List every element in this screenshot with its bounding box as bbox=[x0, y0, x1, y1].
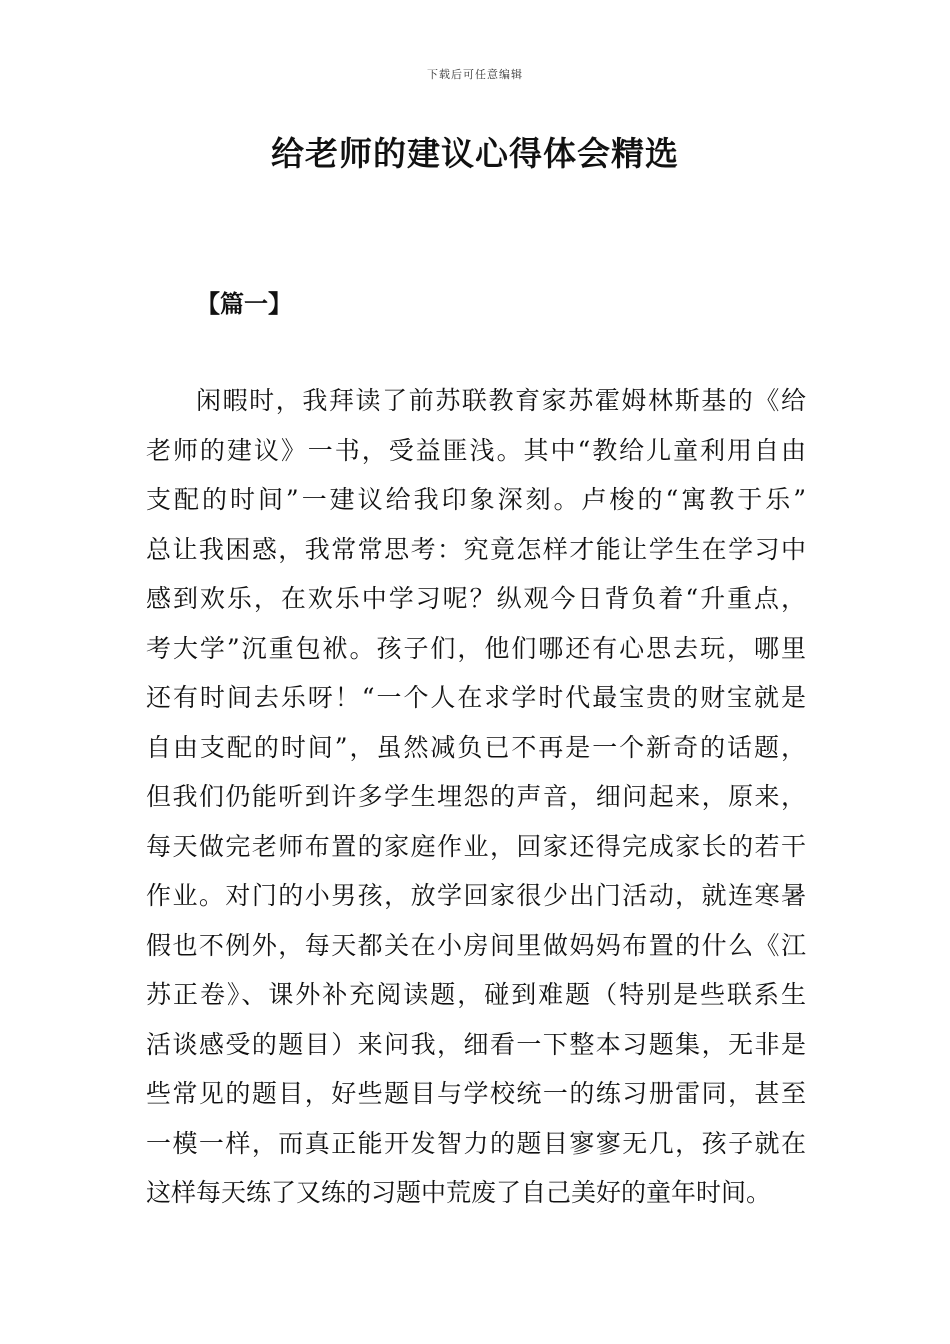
paragraph-line: 支配的时间”一建议给我印象深刻。卢梭的“寓教于乐” bbox=[146, 485, 806, 514]
paragraph-line: 考大学”沉重包袱。孩子们，他们哪还有心思去玩，哪里 bbox=[146, 633, 806, 663]
header-note: 下载后可任意编辑 bbox=[427, 68, 523, 81]
paragraph-line: 些常见的题目，好些题目与学校统一的练习册雷同，甚至 bbox=[146, 1079, 806, 1108]
paragraph-line: 苏正卷》、课外补充阅读题，碰到难题（特别是些联系生 bbox=[146, 980, 806, 1009]
section-label: 【篇一】 bbox=[196, 290, 292, 318]
paragraph-line: 还有时间去乐呀！“一个人在求学时代最宝贵的财宝就是 bbox=[146, 683, 806, 712]
paragraph-line: 总让我困惑，我常常思考：究竟怎样才能让学生在学习中 bbox=[146, 534, 806, 564]
paragraph-line: 每天做完老师布置的家庭作业，回家还得完成家长的若干 bbox=[146, 831, 806, 861]
paragraph-line: 假也不例外，每天都关在小房间里做妈妈布置的什么《江 bbox=[146, 930, 806, 960]
paragraph-line: 一模一样，而真正能开发智力的题目寥寥无几，孩子就在 bbox=[146, 1128, 806, 1158]
document-title: 给老师的建议心得体会精选 bbox=[271, 134, 679, 173]
paragraph-line: 这样每天练了又练的习题中荒废了自己美好的童年时间。 bbox=[146, 1178, 772, 1207]
paragraph-line: 感到欢乐，在欢乐中学习呢？纵观今日背负着“升重点， bbox=[146, 584, 806, 613]
paragraph-line: 自由支配的时间”，虽然减负已不再是一个新奇的话题， bbox=[146, 732, 806, 762]
paragraph-line: 但我们仍能听到许多学生埋怨的声音，细问起来，原来， bbox=[146, 782, 806, 811]
paragraph-line: 作业。对门的小男孩，放学回家很少出门活动，就连寒暑 bbox=[146, 881, 806, 910]
paragraph-line: 老师的建议》一书，受益匪浅。其中“教给儿童利用自由 bbox=[146, 435, 806, 465]
paragraph-line: 闲暇时，我拜读了前苏联教育家苏霍姆林斯基的《给 bbox=[196, 386, 806, 415]
body-paragraph bbox=[146, 376, 806, 1218]
paragraph-line: 活谈感受的题目）来问我，细看一下整本习题集，无非是 bbox=[146, 1029, 806, 1059]
